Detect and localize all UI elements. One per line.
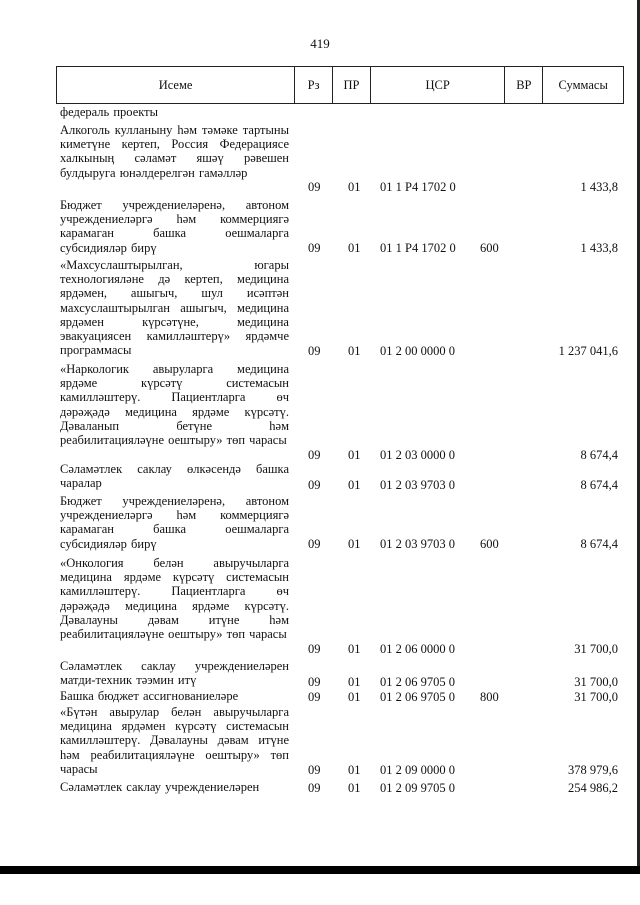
row-rz: 09	[308, 689, 321, 704]
row-name: Бюджет учреждениеләренә, автоном учреждениеләргә һәм коммерциягә карамаган башка оешмаларга субсидияләр бирү	[60, 494, 289, 551]
column-header-vr: ВР	[505, 67, 543, 103]
row-csr: 01 2 06 9705 0	[380, 689, 455, 704]
row-rz: 09	[308, 762, 321, 777]
row-sum: 8 674,4	[580, 536, 618, 551]
row-sum: 1 237 041,6	[558, 343, 618, 358]
page-number: 419	[310, 36, 330, 51]
row-name: Сәламәтлек саклау өлкәсендә башка чаралар	[60, 462, 289, 491]
row-sum: 1 433,8	[580, 240, 618, 255]
row-csr: 01 2 06 0000 0	[380, 641, 455, 656]
table-row	[60, 780, 620, 795]
row-pr: 01	[348, 179, 361, 194]
row-pr: 01	[348, 674, 361, 689]
table-row	[60, 198, 620, 255]
row-pr: 01	[348, 762, 361, 777]
row-csr: 01 1 P4 1702 0	[380, 240, 456, 255]
row-vr: 800	[480, 689, 499, 704]
row-csr: 01 1 P4 1702 0	[380, 179, 456, 194]
row-csr: 01 2 06 9705 0	[380, 674, 455, 689]
row-pr: 01	[348, 536, 361, 551]
row-csr: 01 2 09 9705 0	[380, 780, 455, 795]
row-name: Сәламәтлек саклау учреждениеләрен матди-техник тәэмин итү	[60, 659, 289, 688]
row-sum: 31 700,0	[574, 689, 618, 704]
row-sum: 254 986,2	[568, 780, 618, 795]
table-row	[60, 105, 620, 120]
column-header-sum: Суммасы	[558, 77, 608, 92]
table-row	[60, 556, 620, 656]
row-pr: 01	[348, 477, 361, 492]
row-sum: 31 700,0	[574, 674, 618, 689]
row-name: Башка бюджет ассигнованиеләре	[60, 689, 239, 703]
table-row	[60, 705, 620, 777]
row-rz: 09	[308, 674, 321, 689]
row-name: «Наркологик авыруларга медицина ярдәме күрсәтү системасын камилләштерү. Пациентларга өч дәрәҗәдә медицина ярдәме күрсәтү. Дәваланып бетүне һәм реабилитацияләүне оештыру» төп чарасы	[60, 362, 289, 448]
row-csr: 01 2 03 0000 0	[380, 447, 455, 462]
column-header-pr: ПР	[333, 67, 371, 103]
row-rz: 09	[308, 641, 321, 656]
table-row	[60, 362, 620, 462]
row-name: Сәламәтлек саклау учреждениеләрен	[60, 780, 260, 794]
row-pr: 01	[348, 240, 361, 255]
row-rz: 09	[308, 477, 321, 492]
row-sum: 1 433,8	[580, 179, 618, 194]
row-vr: 600	[480, 536, 499, 551]
table-row	[60, 689, 620, 704]
row-vr: 600	[480, 240, 499, 255]
row-name: федераль проекты	[60, 105, 159, 119]
table-row	[60, 462, 620, 492]
row-sum: 378 979,6	[568, 762, 618, 777]
row-name: Бюджет учреждениеләренә, автоном учреждениеләргә һәм коммерциягә карамаган башка оешмаларга субсидияләр бирү	[60, 198, 289, 255]
row-sum: 8 674,4	[580, 447, 618, 462]
scan-bottom-border	[0, 866, 640, 874]
table-row	[60, 123, 620, 194]
row-csr: 01 2 00 0000 0	[380, 343, 455, 358]
table-header	[56, 66, 624, 104]
row-pr: 01	[348, 689, 361, 704]
column-header-csr: ЦСР	[371, 67, 506, 103]
column-header-name: Исеме	[57, 67, 295, 103]
row-pr: 01	[348, 343, 361, 358]
row-name: «Онкология белән авыручыларга медицина ярдәме күрсәтү системасын камилләштерү. Пациентларга өч дәрәҗәдә медицина ярдәме күрсәтү. Дәвалауны дәвам итүне һәм реабилитацияләүне оештыру» төп чарасы	[60, 556, 289, 642]
row-rz: 09	[308, 179, 321, 194]
row-name: «Бүтән авырулар белән авыручыларга медицина ярдәмен күрсәтү системасын камилләштерү. Дәвалауны дәвам итүне һәм реабилитацияләүне оештыру» төп чарасы	[60, 705, 289, 776]
row-rz: 09	[308, 536, 321, 551]
row-name: «Махсуслаштырылган, югары технологияләне дә кертеп, медицина ярдәмен, ашыгыч, шул исәптән махсуслаштырылган ашыгыч, медицина ярдәмен күрсәтүне, медицина эвакуациясен камилләштерү» ярдәмче программасы	[60, 258, 289, 358]
table-row	[60, 659, 620, 689]
row-rz: 09	[308, 343, 321, 358]
row-pr: 01	[348, 447, 361, 462]
table-row	[60, 258, 620, 358]
row-pr: 01	[348, 780, 361, 795]
row-csr: 01 2 03 9703 0	[380, 536, 455, 551]
row-csr: 01 2 09 0000 0	[380, 762, 455, 777]
row-name: Алкоголь кулланыну һәм тәмәке тартыны киметүне кертеп, Россия Федерациясе халкының сәламәт яшәү рәвешен булдыруга юнәлдерелгән гамәлләр	[60, 123, 289, 180]
row-rz: 09	[308, 780, 321, 795]
column-header-rz: Рз	[295, 67, 333, 103]
row-sum: 8 674,4	[580, 477, 618, 492]
row-rz: 09	[308, 240, 321, 255]
row-sum: 31 700,0	[574, 641, 618, 656]
table-row	[60, 494, 620, 551]
row-pr: 01	[348, 641, 361, 656]
row-rz: 09	[308, 447, 321, 462]
row-csr: 01 2 03 9703 0	[380, 477, 455, 492]
